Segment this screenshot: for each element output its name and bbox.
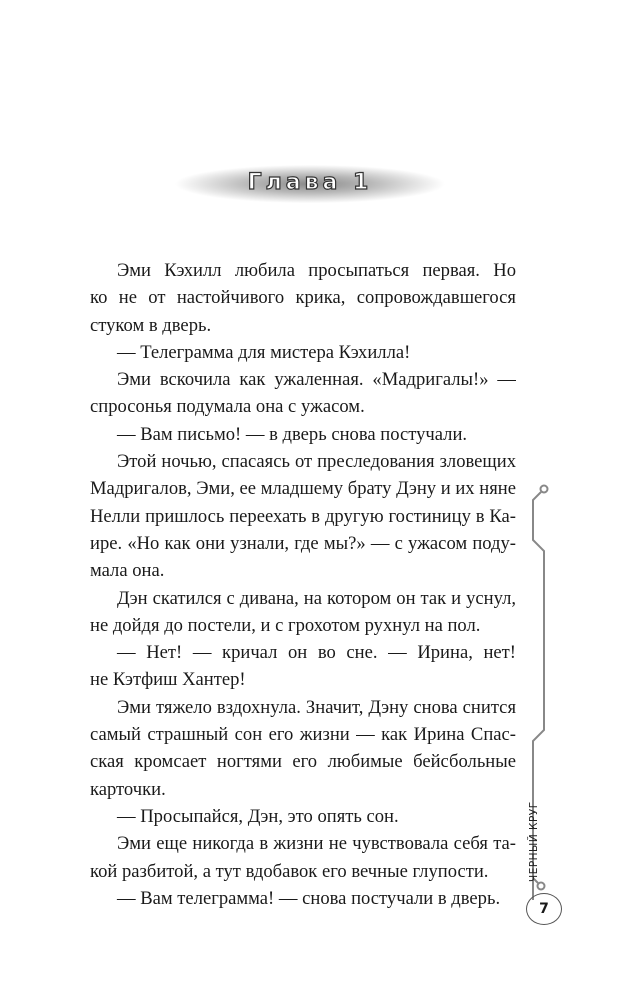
text-line: Мадригалов, Эми, ее младшему брату Дэну и их няне: [90, 478, 516, 500]
text-line: ко не от настойчивого крика, сопровождавшегося: [90, 287, 516, 309]
text-line: самый страшный сон его жизни — как Ирина Спас-: [90, 724, 516, 746]
text-line: Дэн скатился с дивана, на котором он так и уснул,: [117, 587, 516, 609]
text-line: стуком в дверь.: [90, 314, 212, 336]
text-line: не дойдя до постели, и с грохотом рухнул на пол.: [90, 614, 481, 636]
text-line: — Вам телеграмма! — снова постучали в дверь.: [117, 887, 501, 909]
text-line: Эми вскочила как ужаленная. «Мадригалы!» —: [117, 369, 516, 391]
text-line: ская кромсает ногтями его любимые бейсбольные: [90, 751, 516, 773]
text-line: Нелли пришлось переехать в другую гостиницу в Ка-: [90, 505, 516, 527]
text-line: — Нет! — кричал он во сне. — Ирина, нет!: [117, 642, 516, 664]
text-line: — Вам письмо! — в дверь снова постучали.: [117, 423, 468, 445]
text-line: Эми Кэхилл любила просыпаться первая. Но: [117, 260, 516, 281]
chapter-heading-banner: [175, 160, 445, 208]
text-line: Эми еще никогда в жизни не чувствовала себя та-: [117, 833, 516, 855]
text-line: Этой ночью, спасаясь от преследования зловещих: [117, 451, 516, 473]
chapter-title: Глава 1: [247, 170, 373, 195]
text-line: — Телеграмма для мистера Кэхилла!: [117, 341, 411, 363]
body-text: [90, 257, 516, 912]
page-number: 7: [526, 893, 562, 925]
text-line: Эми тяжело вздохнула. Значит, Дэну снова снится: [117, 696, 516, 718]
text-line: спросонья подумала она с ужасом.: [90, 396, 365, 418]
text-line: — Просыпайся, Дэн, это опять сон.: [117, 805, 399, 827]
text-line: мала она.: [90, 560, 165, 582]
text-line: кой разбитой, а тут вдобавок его вечные глупости.: [90, 860, 489, 882]
text-line: ире. «Но как они узнали, где мы?» — с ужасом поду-: [90, 532, 516, 554]
text-line: не Кэтфиш Хантер!: [90, 669, 246, 691]
series-title: ЧЕРНЫЙ КРУГ: [528, 801, 540, 882]
text-line: карточки.: [90, 778, 166, 800]
